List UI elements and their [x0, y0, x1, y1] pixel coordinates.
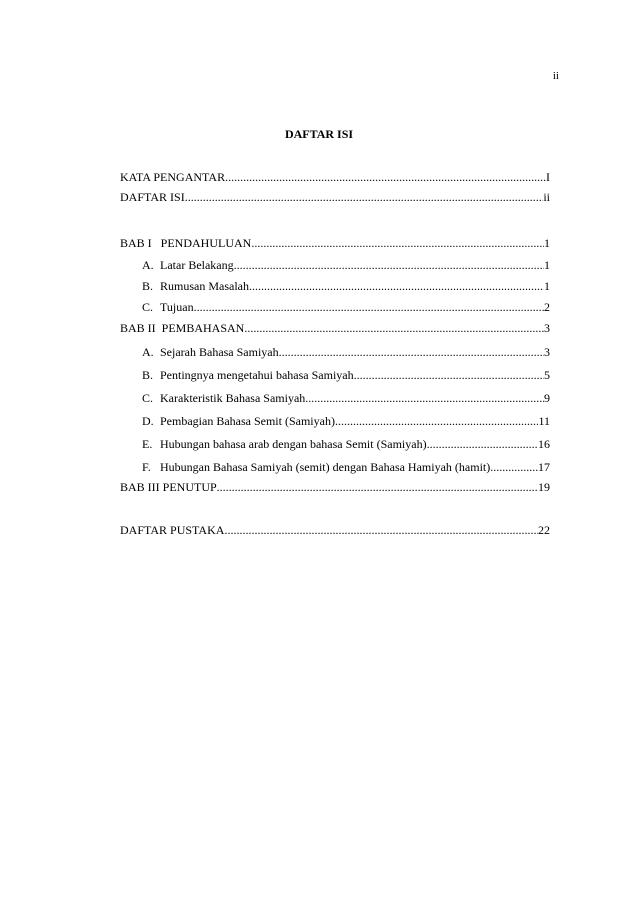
toc-leader [251, 236, 544, 250]
toc-entry-page: 3 [544, 321, 550, 335]
toc-leader [225, 170, 546, 184]
toc-entry-page: I [546, 170, 550, 184]
toc-entry-letter: C. [142, 391, 154, 405]
toc-leader [335, 414, 538, 428]
toc-entry-page: ii [543, 190, 550, 204]
toc-entry-page: 16 [538, 437, 550, 451]
toc-leader [249, 279, 544, 293]
toc-entry-daftar-pustaka [120, 523, 550, 537]
toc-leader [354, 368, 544, 382]
toc-entry-page: 22 [538, 523, 550, 537]
toc-entry-letter: B. [142, 279, 154, 293]
toc-entry-2c [120, 391, 550, 405]
toc-entry-label: Rumusan Masalah [160, 279, 249, 293]
toc-leader [185, 190, 544, 204]
toc-entry-kata-pengantar [120, 170, 550, 184]
toc-entry-page: 11 [538, 414, 550, 428]
toc-title: DAFTAR ISI [284, 127, 354, 141]
toc-leader [194, 300, 544, 314]
toc-entry-page: 19 [538, 480, 550, 494]
toc-leader [490, 460, 538, 474]
toc-leader [217, 480, 538, 494]
toc-entry-2b [120, 368, 550, 382]
toc-entry-label: DAFTAR ISI [120, 190, 185, 204]
toc-entry-label: BAB I PENDAHULUAN [120, 236, 252, 250]
toc-entry-label: Sejarah Bahasa Samiyah [160, 345, 279, 359]
toc-entry-letter: C. [142, 300, 154, 314]
toc-entry-page: 9 [544, 391, 550, 405]
toc-entry-page: 1 [544, 279, 550, 293]
page-number: ii [552, 70, 559, 82]
toc-leader [305, 391, 544, 405]
toc-entry-label: Hubungan Bahasa Samiyah (semit) dengan Bahasa Hamiyah (hamit) [160, 460, 491, 474]
toc-entry-letter: E. [142, 437, 153, 451]
toc-entry-2a [120, 345, 550, 359]
toc-entry-page: 1 [544, 258, 550, 272]
toc-entry-letter: A. [142, 345, 154, 359]
toc-entry-bab-2 [120, 321, 550, 335]
toc-leader [244, 321, 544, 335]
toc-entry-label: Pentingnya mengetahui bahasa Samiyah [160, 368, 354, 382]
toc-entry-label: KATA PENGANTAR [120, 170, 226, 184]
toc-entry-daftar-isi [120, 190, 550, 204]
toc-entry-bab-1 [120, 236, 550, 250]
toc-entry-label: Tujuan [160, 300, 194, 314]
toc-leader [279, 345, 544, 359]
toc-entry-letter: B. [142, 368, 154, 382]
toc-entry-1c [120, 300, 550, 314]
toc-leader [234, 258, 544, 272]
toc-entry-2d [120, 414, 550, 428]
toc-entry-page: 5 [544, 368, 550, 382]
toc-entry-1a [120, 258, 550, 272]
toc-leader [224, 523, 538, 537]
toc-entry-label: BAB III PENUTUP [120, 480, 217, 494]
toc-entry-label: Pembagian Bahasa Semit (Samiyah) [160, 414, 335, 428]
toc-entry-label: DAFTAR PUSTAKA [120, 523, 225, 537]
toc-entry-letter: D. [142, 414, 154, 428]
toc-entry-1b [120, 279, 550, 293]
toc-entry-label: Hubungan bahasa arab dengan bahasa Semit (Samiyah) [160, 437, 427, 451]
toc-entry-label: Latar Belakang [160, 258, 234, 272]
toc-entry-bab-3 [120, 480, 550, 494]
toc-entry-letter: F. [142, 460, 151, 474]
toc-entry-label: Karakteristik Bahasa Samiyah [160, 391, 306, 405]
toc-entry-letter: A. [142, 258, 154, 272]
toc-entry-page: 17 [538, 460, 550, 474]
toc-leader [427, 437, 538, 451]
toc-entry-2e [120, 437, 550, 451]
toc-entry-page: 1 [544, 236, 550, 250]
toc-entry-2f [120, 460, 550, 474]
toc-entry-page: 3 [544, 345, 550, 359]
toc-entry-page: 2 [544, 300, 550, 314]
toc-entry-label: BAB II PEMBAHASAN [120, 321, 245, 335]
